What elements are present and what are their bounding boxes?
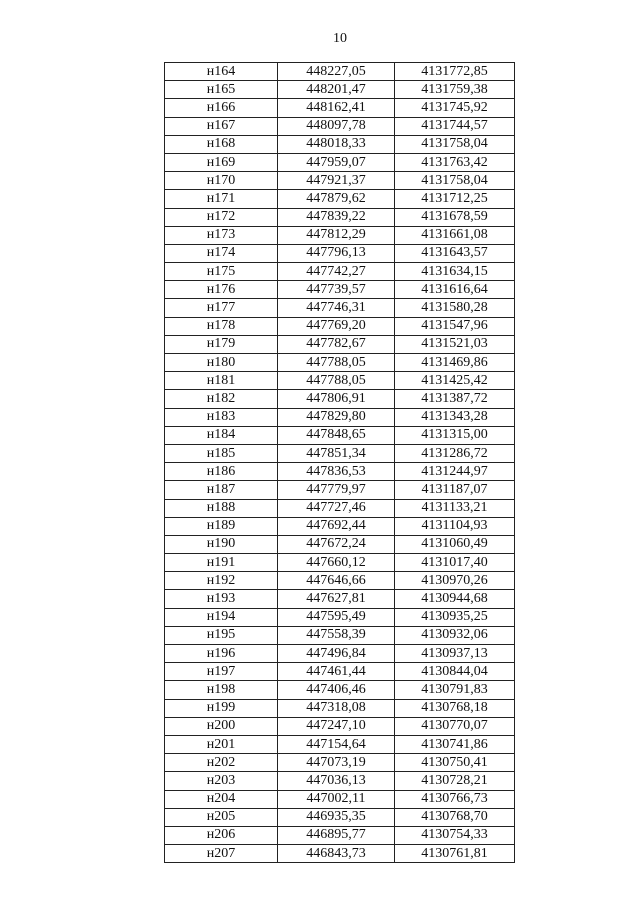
y-coordinate-cell: 4131469,86 <box>395 354 515 372</box>
x-coordinate-cell: 447829,80 <box>278 408 395 426</box>
y-coordinate-cell: 4130766,73 <box>395 790 515 808</box>
y-coordinate-cell: 4131017,40 <box>395 554 515 572</box>
x-coordinate-cell: 447921,37 <box>278 172 395 190</box>
y-coordinate-cell: 4131745,92 <box>395 99 515 117</box>
x-coordinate-cell: 447318,08 <box>278 699 395 717</box>
table-row <box>165 499 515 517</box>
table-row <box>165 226 515 244</box>
point-id-cell: н190 <box>165 535 278 553</box>
point-id-cell: н189 <box>165 517 278 535</box>
table-row <box>165 281 515 299</box>
y-coordinate-cell: 4131661,08 <box>395 226 515 244</box>
x-coordinate-cell: 447002,11 <box>278 790 395 808</box>
x-coordinate-cell: 447851,34 <box>278 444 395 462</box>
x-coordinate-cell: 448018,33 <box>278 135 395 153</box>
table-row <box>165 735 515 753</box>
x-coordinate-cell: 448227,05 <box>278 63 395 81</box>
point-id-cell: н177 <box>165 299 278 317</box>
point-id-cell: н180 <box>165 354 278 372</box>
x-coordinate-cell: 447779,97 <box>278 481 395 499</box>
point-id-cell: н183 <box>165 408 278 426</box>
point-id-cell: н207 <box>165 845 278 863</box>
y-coordinate-cell: 4131712,25 <box>395 190 515 208</box>
y-coordinate-cell: 4130761,81 <box>395 845 515 863</box>
table-row <box>165 699 515 717</box>
y-coordinate-cell: 4131744,57 <box>395 117 515 135</box>
table-row <box>165 772 515 790</box>
table-row <box>165 426 515 444</box>
y-coordinate-cell: 4131521,03 <box>395 335 515 353</box>
table-row <box>165 444 515 462</box>
x-coordinate-cell: 447742,27 <box>278 263 395 281</box>
x-coordinate-cell: 448162,41 <box>278 99 395 117</box>
y-coordinate-cell: 4130770,07 <box>395 717 515 735</box>
point-id-cell: н192 <box>165 572 278 590</box>
point-id-cell: н179 <box>165 335 278 353</box>
table-row <box>165 153 515 171</box>
y-coordinate-cell: 4131763,42 <box>395 153 515 171</box>
x-coordinate-cell: 447496,84 <box>278 645 395 663</box>
point-id-cell: н170 <box>165 172 278 190</box>
table-row <box>165 826 515 844</box>
y-coordinate-cell: 4131286,72 <box>395 444 515 462</box>
table-row <box>165 790 515 808</box>
y-coordinate-cell: 4131187,07 <box>395 481 515 499</box>
y-coordinate-cell: 4131678,59 <box>395 208 515 226</box>
x-coordinate-cell: 447461,44 <box>278 663 395 681</box>
point-id-cell: н188 <box>165 499 278 517</box>
table-row <box>165 681 515 699</box>
y-coordinate-cell: 4130944,68 <box>395 590 515 608</box>
x-coordinate-cell: 446935,35 <box>278 808 395 826</box>
table-row <box>165 517 515 535</box>
table-row <box>165 572 515 590</box>
x-coordinate-cell: 447247,10 <box>278 717 395 735</box>
table-row <box>165 590 515 608</box>
y-coordinate-cell: 4130741,86 <box>395 735 515 753</box>
y-coordinate-cell: 4131387,72 <box>395 390 515 408</box>
y-coordinate-cell: 4131616,64 <box>395 281 515 299</box>
point-id-cell: н206 <box>165 826 278 844</box>
x-coordinate-cell: 448201,47 <box>278 81 395 99</box>
point-id-cell: н199 <box>165 699 278 717</box>
point-id-cell: н165 <box>165 81 278 99</box>
point-id-cell: н168 <box>165 135 278 153</box>
table-row <box>165 463 515 481</box>
table-row <box>165 481 515 499</box>
y-coordinate-cell: 4131580,28 <box>395 299 515 317</box>
point-id-cell: н201 <box>165 735 278 753</box>
x-coordinate-cell: 447839,22 <box>278 208 395 226</box>
table-row <box>165 354 515 372</box>
y-coordinate-cell: 4131634,15 <box>395 263 515 281</box>
x-coordinate-cell: 446843,73 <box>278 845 395 863</box>
x-coordinate-cell: 447796,13 <box>278 244 395 262</box>
table-row <box>165 608 515 626</box>
y-coordinate-cell: 4131758,04 <box>395 135 515 153</box>
x-coordinate-cell: 447558,39 <box>278 626 395 644</box>
x-coordinate-cell: 447646,66 <box>278 572 395 590</box>
point-id-cell: н166 <box>165 99 278 117</box>
point-id-cell: н176 <box>165 281 278 299</box>
point-id-cell: н186 <box>165 463 278 481</box>
y-coordinate-cell: 4130768,18 <box>395 699 515 717</box>
point-id-cell: н181 <box>165 372 278 390</box>
x-coordinate-cell: 446895,77 <box>278 826 395 844</box>
point-id-cell: н169 <box>165 153 278 171</box>
point-id-cell: н173 <box>165 226 278 244</box>
x-coordinate-cell: 447036,13 <box>278 772 395 790</box>
table-row <box>165 535 515 553</box>
table-row <box>165 390 515 408</box>
table-row <box>165 845 515 863</box>
page-number: 10 <box>333 31 347 46</box>
point-id-cell: н197 <box>165 663 278 681</box>
y-coordinate-cell: 4130791,83 <box>395 681 515 699</box>
point-id-cell: н204 <box>165 790 278 808</box>
x-coordinate-cell: 447746,31 <box>278 299 395 317</box>
point-id-cell: н167 <box>165 117 278 135</box>
y-coordinate-cell: 4131133,21 <box>395 499 515 517</box>
x-coordinate-cell: 447836,53 <box>278 463 395 481</box>
x-coordinate-cell: 447812,29 <box>278 226 395 244</box>
table-row <box>165 408 515 426</box>
y-coordinate-cell: 4131425,42 <box>395 372 515 390</box>
y-coordinate-cell: 4131244,97 <box>395 463 515 481</box>
table-row <box>165 626 515 644</box>
table-row <box>165 299 515 317</box>
point-id-cell: н174 <box>165 244 278 262</box>
table-row <box>165 244 515 262</box>
y-coordinate-cell: 4131315,00 <box>395 426 515 444</box>
x-coordinate-cell: 447073,19 <box>278 754 395 772</box>
x-coordinate-cell: 447788,05 <box>278 372 395 390</box>
point-id-cell: н185 <box>165 444 278 462</box>
point-id-cell: н187 <box>165 481 278 499</box>
table-row <box>165 317 515 335</box>
point-id-cell: н191 <box>165 554 278 572</box>
y-coordinate-cell: 4130728,21 <box>395 772 515 790</box>
point-id-cell: н193 <box>165 590 278 608</box>
y-coordinate-cell: 4130750,41 <box>395 754 515 772</box>
x-coordinate-cell: 447769,20 <box>278 317 395 335</box>
x-coordinate-cell: 447660,12 <box>278 554 395 572</box>
y-coordinate-cell: 4131547,96 <box>395 317 515 335</box>
point-id-cell: н205 <box>165 808 278 826</box>
table-row <box>165 263 515 281</box>
point-id-cell: н202 <box>165 754 278 772</box>
point-id-cell: н203 <box>165 772 278 790</box>
x-coordinate-cell: 448097,78 <box>278 117 395 135</box>
x-coordinate-cell: 447848,65 <box>278 426 395 444</box>
point-id-cell: н178 <box>165 317 278 335</box>
point-id-cell: н164 <box>165 63 278 81</box>
y-coordinate-cell: 4131759,38 <box>395 81 515 99</box>
point-id-cell: н195 <box>165 626 278 644</box>
x-coordinate-cell: 447406,46 <box>278 681 395 699</box>
y-coordinate-cell: 4131060,49 <box>395 535 515 553</box>
y-coordinate-cell: 4130937,13 <box>395 645 515 663</box>
table-row <box>165 554 515 572</box>
y-coordinate-cell: 4130844,04 <box>395 663 515 681</box>
y-coordinate-cell: 4130935,25 <box>395 608 515 626</box>
table-row <box>165 99 515 117</box>
x-coordinate-cell: 447727,46 <box>278 499 395 517</box>
point-id-cell: н184 <box>165 426 278 444</box>
point-id-cell: н200 <box>165 717 278 735</box>
table-row <box>165 663 515 681</box>
x-coordinate-cell: 447788,05 <box>278 354 395 372</box>
x-coordinate-cell: 447595,49 <box>278 608 395 626</box>
x-coordinate-cell: 447806,91 <box>278 390 395 408</box>
point-id-cell: н182 <box>165 390 278 408</box>
table-row <box>165 372 515 390</box>
point-id-cell: н198 <box>165 681 278 699</box>
table-row <box>165 117 515 135</box>
x-coordinate-cell: 447672,24 <box>278 535 395 553</box>
table-row <box>165 63 515 81</box>
x-coordinate-cell: 447692,44 <box>278 517 395 535</box>
y-coordinate-cell: 4131343,28 <box>395 408 515 426</box>
table-row <box>165 81 515 99</box>
coordinates-table-body <box>165 63 515 863</box>
table-row <box>165 808 515 826</box>
y-coordinate-cell: 4131772,85 <box>395 63 515 81</box>
y-coordinate-cell: 4130932,06 <box>395 626 515 644</box>
point-id-cell: н175 <box>165 263 278 281</box>
x-coordinate-cell: 447959,07 <box>278 153 395 171</box>
coordinates-table <box>164 62 515 863</box>
table-row <box>165 335 515 353</box>
y-coordinate-cell: 4130768,70 <box>395 808 515 826</box>
x-coordinate-cell: 447627,81 <box>278 590 395 608</box>
table-row <box>165 190 515 208</box>
x-coordinate-cell: 447154,64 <box>278 735 395 753</box>
point-id-cell: н194 <box>165 608 278 626</box>
x-coordinate-cell: 447782,67 <box>278 335 395 353</box>
y-coordinate-cell: 4131758,04 <box>395 172 515 190</box>
y-coordinate-cell: 4131643,57 <box>395 244 515 262</box>
point-id-cell: н171 <box>165 190 278 208</box>
x-coordinate-cell: 447739,57 <box>278 281 395 299</box>
y-coordinate-cell: 4130754,33 <box>395 826 515 844</box>
table-row <box>165 172 515 190</box>
point-id-cell: н196 <box>165 645 278 663</box>
table-row <box>165 135 515 153</box>
y-coordinate-cell: 4130970,26 <box>395 572 515 590</box>
table-row <box>165 208 515 226</box>
table-row <box>165 754 515 772</box>
table-row <box>165 717 515 735</box>
y-coordinate-cell: 4131104,93 <box>395 517 515 535</box>
x-coordinate-cell: 447879,62 <box>278 190 395 208</box>
point-id-cell: н172 <box>165 208 278 226</box>
table-row <box>165 645 515 663</box>
